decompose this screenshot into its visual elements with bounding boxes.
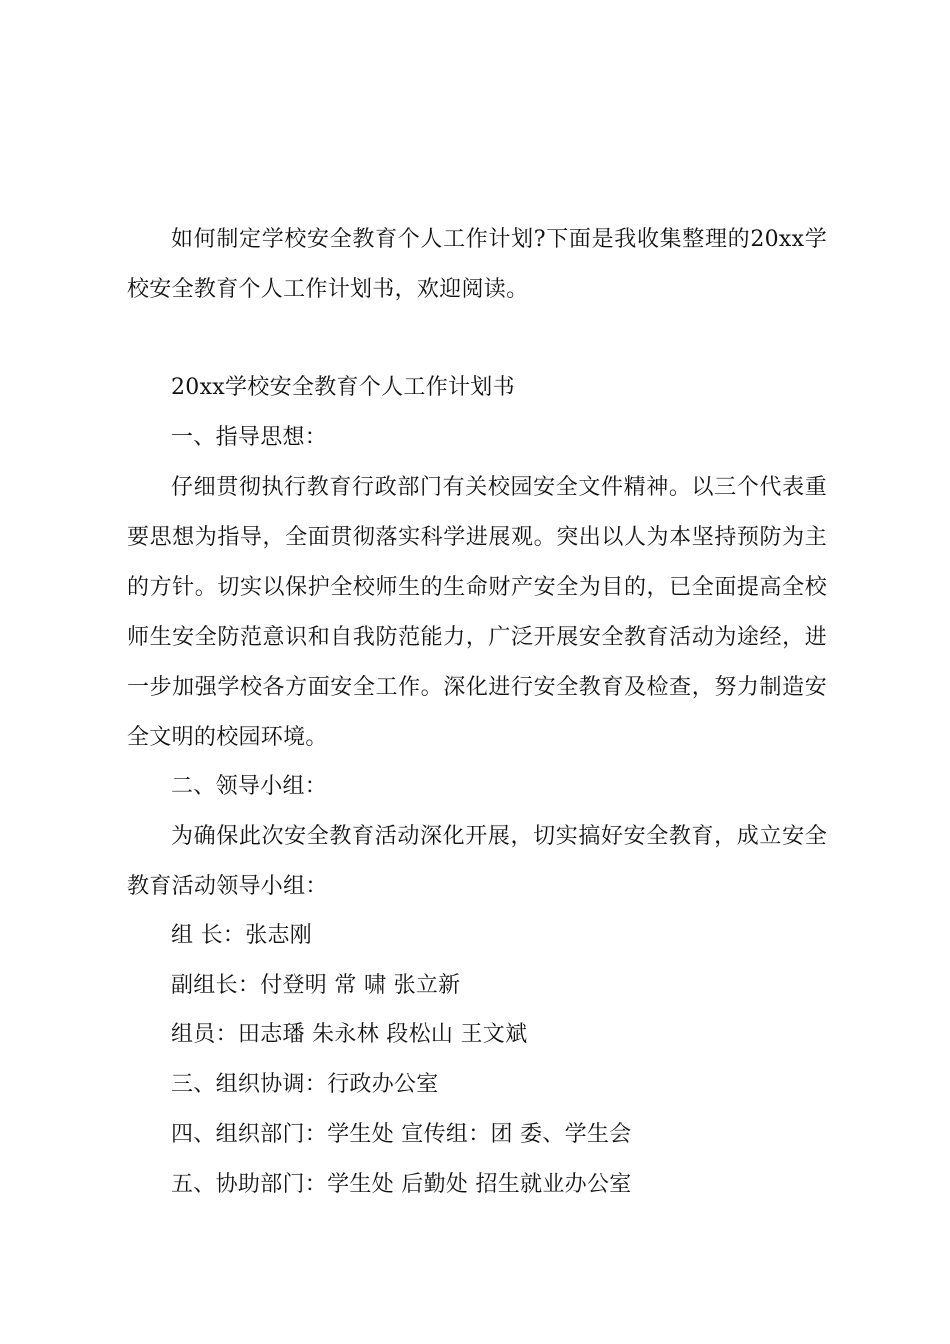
document-title: 20xx学校安全教育个人工作计划书 [171, 375, 515, 400]
section5-line: 五、协助部门：学生处 后勤处 招生就业办公室 [171, 1172, 632, 1197]
section2-body: 为确保此次安全教育活动深化开展，切实搞好安全教育，成立安全教育活动领导小组： [127, 824, 827, 899]
intro-paragraph: 如何制定学校安全教育个人工作计划?下面是我收集整理的20xx学校安全教育个人工作计划书，欢迎阅读。 [127, 227, 827, 302]
members-line: 组员：田志璠 朱永林 段松山 王文斌 [171, 1022, 528, 1047]
section4-line: 四、组织部门：学生处 宣传组：团 委、学生会 [171, 1122, 632, 1147]
deputy-leaders-line: 副组长：付登明 常 啸 张立新 [171, 973, 461, 998]
section1-heading: 一、指导思想： [171, 425, 328, 450]
section3-line: 三、组织协调：行政办公室 [171, 1072, 439, 1097]
leader-line: 组 长：张志刚 [171, 923, 313, 948]
section1-body: 仔细贯彻执行教育行政部门有关校园安全文件精神。以三个代表重要思想为指导，全面贯彻落实科学进展观。突出以人为本坚持预防为主的方针。切实以保护全校师生的生命财产安全为目的，已全面提高全校师生安全防范意识和自我防范能力，广泛开展安全教育活动为途经，进一步加强学校各方面安全工作。深化进行安全教育及检查，努力制造安全文明的校园环境。 [127, 475, 827, 750]
section2-heading: 二、领导小组： [171, 774, 328, 799]
